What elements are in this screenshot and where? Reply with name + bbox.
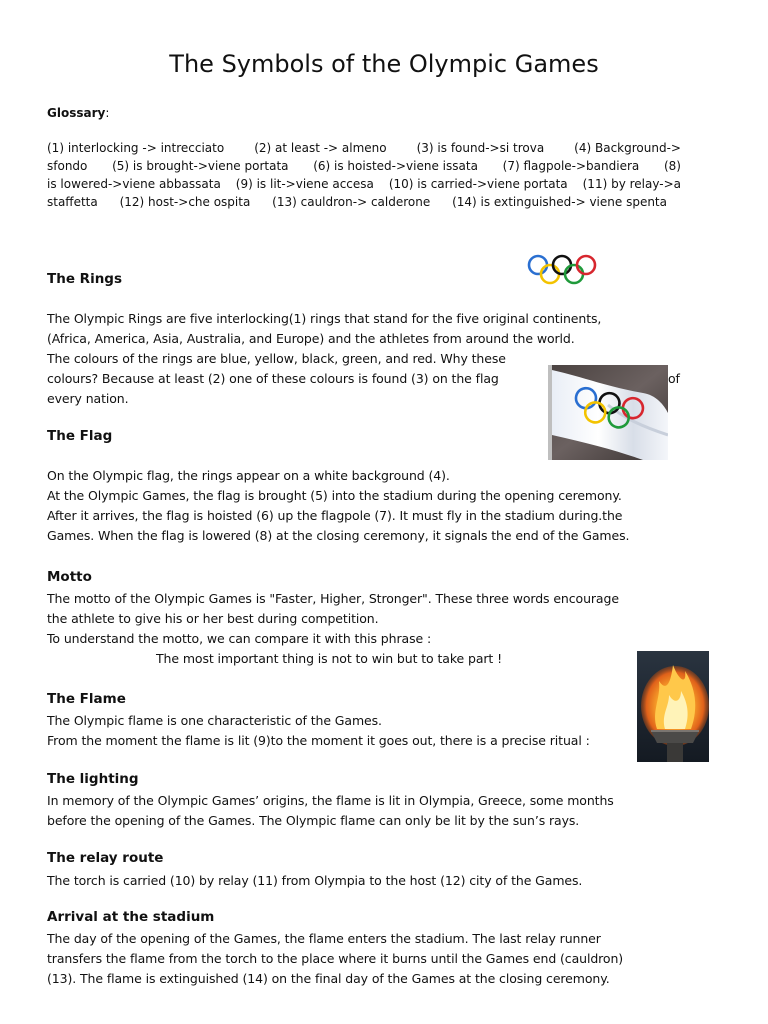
flag-line: After it arrives, the flag is hoisted (6) up the flagpole (7). It must fly in the stadium during.the bbox=[47, 508, 623, 523]
rings-line: every nation. bbox=[47, 391, 129, 406]
glossary-entry: staffetta bbox=[47, 195, 98, 209]
glossary-entry: (1) interlocking -> intrecciato bbox=[47, 141, 225, 155]
ring-red bbox=[577, 256, 595, 274]
flag-line: At the Olympic Games, the flag is brought (5) into the stadium during the opening ceremony. bbox=[47, 488, 622, 503]
arrival-line: The day of the opening of the Games, the flame enters the stadium. The last relay runner bbox=[47, 931, 601, 946]
arrival-line: transfers the flame from the torch to the place where it burns until the Games end (cauldron) bbox=[47, 951, 624, 966]
rings-line: of bbox=[668, 371, 680, 386]
glossary-colon: : bbox=[105, 106, 110, 120]
glossary-line-3 bbox=[47, 175, 681, 193]
rings-heading: The Rings bbox=[47, 271, 123, 287]
glossary-line-4 bbox=[47, 193, 667, 211]
glossary-entry: (6) is hoisted->viene issata bbox=[313, 159, 478, 173]
rings-line: The colours of the rings are blue, yellow, black, green, and red. Why these bbox=[47, 351, 506, 366]
flame-heading: The Flame bbox=[47, 691, 126, 707]
ring-blue bbox=[529, 256, 547, 274]
glossary-entry: sfondo bbox=[47, 159, 88, 173]
motto-quote: The most important thing is not to win but to take part ! bbox=[156, 651, 502, 666]
glossary-entry: is lowered->viene abbassata bbox=[47, 177, 221, 191]
glossary-entry: (8) bbox=[663, 159, 681, 173]
rings-line: colours? Because at least (2) one of these colours is found (3) on the flag bbox=[47, 371, 499, 386]
glossary-line-1 bbox=[47, 139, 681, 157]
glossary-entry: (5) is brought->viene portata bbox=[112, 159, 289, 173]
motto-line: To understand the motto, we can compare it with this phrase : bbox=[47, 631, 432, 646]
glossary-entry: (2) at least -> almeno bbox=[254, 141, 387, 155]
glossary-label-row bbox=[47, 104, 109, 122]
olympic-flag-photo bbox=[548, 365, 668, 460]
flame-line: From the moment the flame is lit (9)to the moment it goes out, there is a precise ritual : bbox=[47, 733, 590, 748]
flame-line: The Olympic flame is one characteristic of the Games. bbox=[47, 713, 382, 728]
motto-line: The motto of the Olympic Games is "Faster, Higher, Stronger". These three words encourage bbox=[47, 591, 619, 606]
page-title: The Symbols of the Olympic Games bbox=[169, 50, 599, 78]
lighting-line: before the opening of the Games. The Olympic flame can only be lit by the sun’s rays. bbox=[47, 813, 580, 828]
motto-heading: Motto bbox=[47, 569, 92, 585]
glossary-entry: (11) by relay->a bbox=[582, 177, 681, 191]
flag-line: Games. When the flag is lowered (8) at the closing ceremony, it signals the end of the Games. bbox=[47, 528, 630, 543]
glossary-entry: (14) is extinguished-> viene spenta bbox=[452, 195, 667, 209]
glossary-entry: (7) flagpole->bandiera bbox=[502, 159, 640, 173]
olympic-rings-logo bbox=[526, 252, 600, 288]
glossary-entry: (3) is found->si trova bbox=[416, 141, 545, 155]
glossary-entry: (9) is lit->viene accesa bbox=[235, 177, 374, 191]
lighting-heading: The lighting bbox=[47, 771, 139, 787]
rings-line: (Africa, America, Asia, Australia, and Europe) and the athletes from around the world. bbox=[47, 331, 575, 346]
glossary-label: Glossary bbox=[47, 106, 106, 120]
ring-black bbox=[553, 256, 571, 274]
flag-line: On the Olympic flag, the rings appear on a white background (4). bbox=[47, 468, 450, 483]
olympic-flame-photo bbox=[637, 651, 709, 762]
glossary-line-2 bbox=[47, 157, 681, 175]
flag-heading: The Flag bbox=[47, 428, 113, 444]
motto-line: the athlete to give his or her best during competition. bbox=[47, 611, 379, 626]
glossary-entry: (13) cauldron-> calderone bbox=[272, 195, 431, 209]
lighting-line: In memory of the Olympic Games’ origins, the flame is lit in Olympia, Greece, some months bbox=[47, 793, 614, 808]
relay-line: The torch is carried (10) by relay (11) from Olympia to the host (12) city of the Games. bbox=[47, 873, 583, 888]
ring-yellow bbox=[541, 265, 559, 283]
arrival-heading: Arrival at the stadium bbox=[47, 909, 215, 925]
relay-heading: The relay route bbox=[47, 850, 164, 866]
glossary-entry: (10) is carried->viene portata bbox=[388, 177, 568, 191]
arrival-line: (13). The flame is extinguished (14) on the final day of the Games at the closing ceremony. bbox=[47, 971, 610, 986]
glossary-entry: (4) Background-> bbox=[574, 141, 681, 155]
glossary-entry: (12) host->che ospita bbox=[119, 195, 251, 209]
rings-line: The Olympic Rings are five interlocking(1) rings that stand for the five original continents, bbox=[47, 311, 602, 326]
ring-green bbox=[565, 265, 583, 283]
